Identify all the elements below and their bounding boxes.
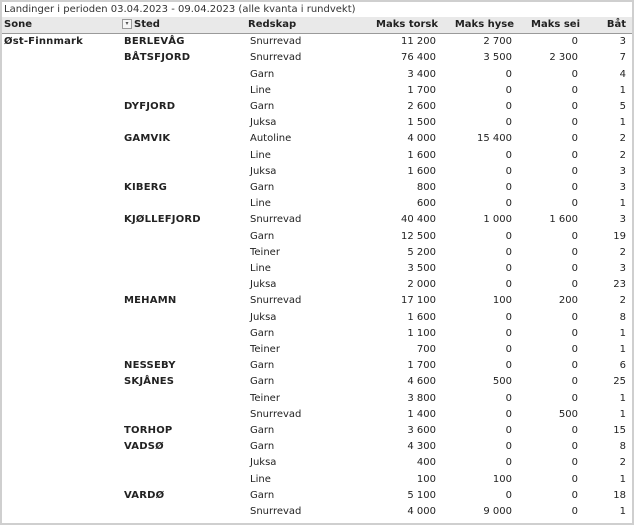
maks-sei-cell: 0 (571, 230, 578, 242)
bat-cell: 3 (619, 263, 626, 275)
redskap-cell: Snurrevad (250, 214, 302, 226)
bat-cell: 5 (619, 101, 626, 113)
maks-sei-cell: 0 (571, 376, 578, 388)
sone-cell (2, 407, 122, 423)
bat-cell: 3 (619, 214, 626, 226)
sone-cell (2, 245, 122, 261)
maks-hyse-cell: 0 (505, 246, 512, 258)
maks-hyse-cell: 1 000 (483, 214, 512, 226)
maks-torsk-cell: 12 500 (401, 230, 436, 242)
redskap-cell: Snurrevad (250, 506, 302, 518)
bat-cell: 8 (619, 311, 626, 323)
column-header-maks-hyse[interactable]: Maks hyse (454, 19, 514, 30)
maks-sei-cell: 0 (571, 506, 578, 518)
table-row (2, 342, 632, 358)
bat-cell: 1 (619, 392, 626, 404)
redskap-cell: Teiner (250, 392, 280, 404)
sone-cell (2, 391, 122, 407)
bat-cell: 1 (619, 506, 626, 518)
sted-cell (122, 148, 248, 164)
sted-cell: KIBERG (124, 182, 168, 194)
sone-cell (2, 472, 122, 488)
table-row (2, 180, 632, 196)
maks-hyse-cell: 0 (505, 101, 512, 113)
sone-cell (2, 342, 122, 358)
sone-cell (2, 439, 122, 455)
maks-sei-cell: 0 (571, 489, 578, 501)
sone-cell (2, 67, 122, 83)
maks-sei-cell: 0 (571, 473, 578, 485)
sone-cell (2, 148, 122, 164)
maks-sei-cell: 1 600 (549, 214, 578, 226)
table-row (2, 261, 632, 277)
table-row (2, 310, 632, 326)
sone-cell (2, 229, 122, 245)
maks-sei-cell: 0 (571, 457, 578, 469)
redskap-cell: Garn (250, 101, 275, 113)
sted-cell (122, 391, 248, 407)
sted-cell: SKJÅNES (124, 376, 175, 388)
table-row (2, 50, 632, 66)
table-row (2, 34, 632, 51)
sone-cell (2, 212, 122, 228)
maks-torsk-cell: 1 600 (407, 165, 436, 177)
table-row (2, 245, 632, 261)
maks-torsk-cell: 700 (416, 344, 436, 356)
maks-torsk-cell: 17 100 (401, 295, 436, 307)
sted-cell: BÅTSFJORD (124, 52, 191, 64)
bat-cell: 1 (619, 473, 626, 485)
bat-cell: 3 (619, 36, 626, 48)
maks-torsk-cell: 1 600 (407, 311, 436, 323)
sone-cell (2, 196, 122, 212)
table-row (2, 439, 632, 455)
maks-torsk-cell: 4 300 (407, 441, 436, 453)
maks-sei-cell: 0 (571, 117, 578, 129)
maks-hyse-cell: 0 (505, 392, 512, 404)
maks-torsk-cell: 11 200 (401, 36, 436, 48)
redskap-cell: Line (250, 198, 271, 210)
table-row (2, 131, 632, 147)
redskap-cell: Juksa (250, 279, 277, 291)
sted-cell (122, 245, 248, 261)
sted-cell: VADSØ (124, 441, 164, 453)
redskap-cell: Autoline (250, 133, 292, 145)
bat-cell: 6 (619, 360, 626, 372)
bat-cell: 8 (619, 441, 626, 453)
bat-cell: 1 (619, 117, 626, 129)
sone-cell (2, 261, 122, 277)
maks-torsk-cell: 1 100 (407, 327, 436, 339)
maks-torsk-cell: 1 400 (407, 408, 436, 420)
sted-cell (122, 67, 248, 83)
maks-torsk-cell: 40 400 (401, 214, 436, 226)
maks-hyse-cell: 500 (492, 376, 512, 388)
table-body (2, 34, 632, 521)
maks-hyse-cell: 0 (505, 441, 512, 453)
maks-hyse-cell: 0 (505, 279, 512, 291)
maks-hyse-cell: 9 000 (483, 506, 512, 518)
sted-cell: NESSEBY (124, 360, 176, 372)
redskap-cell: Juksa (250, 311, 277, 323)
maks-hyse-cell: 0 (505, 263, 512, 275)
sone-cell (2, 164, 122, 180)
maks-sei-cell: 0 (571, 425, 578, 437)
maks-sei-cell: 0 (571, 68, 578, 80)
maks-hyse-cell: 0 (505, 182, 512, 194)
bat-cell: 1 (619, 84, 626, 96)
maks-torsk-cell: 5 200 (407, 246, 436, 258)
redskap-cell: Garn (250, 327, 275, 339)
redskap-cell: Snurrevad (250, 36, 302, 48)
redskap-cell: Line (250, 84, 271, 96)
maks-hyse-cell: 0 (505, 344, 512, 356)
maks-sei-cell: 0 (571, 198, 578, 210)
maks-hyse-cell: 2 700 (483, 36, 512, 48)
table-row (2, 488, 632, 504)
maks-torsk-cell: 1 700 (407, 84, 436, 96)
bat-cell: 4 (619, 68, 626, 80)
sone-cell (2, 455, 122, 471)
maks-torsk-cell: 1 700 (407, 360, 436, 372)
maks-torsk-cell: 5 100 (407, 489, 436, 501)
sone-cell (2, 83, 122, 99)
maks-hyse-cell: 15 400 (477, 133, 512, 145)
table-row (2, 358, 632, 374)
table-row (2, 326, 632, 342)
maks-sei-cell: 0 (571, 246, 578, 258)
report-caption: Landinger i perioden 03.04.2023 - 09.04.2023 (alle kvanta i rundvekt) (4, 4, 356, 15)
bat-cell: 19 (613, 230, 626, 242)
maks-sei-cell: 200 (558, 295, 578, 307)
maks-hyse-cell: 0 (505, 327, 512, 339)
table-row (2, 212, 632, 228)
table-row (2, 83, 632, 99)
redskap-cell: Snurrevad (250, 408, 302, 420)
table-row (2, 374, 632, 390)
redskap-cell: Juksa (250, 165, 277, 177)
bat-cell: 2 (619, 295, 626, 307)
maks-hyse-cell: 0 (505, 408, 512, 420)
redskap-cell: Line (250, 263, 271, 275)
sted-cell: VARDØ (124, 489, 165, 501)
landings-table (2, 17, 632, 520)
sted-cell: BERLEVÅG (124, 36, 185, 48)
maks-sei-cell: 0 (571, 279, 578, 291)
redskap-cell: Teiner (250, 344, 280, 356)
maks-torsk-cell: 2 000 (407, 279, 436, 291)
column-header-bat[interactable]: Båt (606, 19, 626, 30)
maks-torsk-cell: 4 000 (407, 506, 436, 518)
maks-hyse-cell: 0 (505, 84, 512, 96)
table-row (2, 407, 632, 423)
maks-sei-cell: 500 (558, 408, 578, 420)
maks-hyse-cell: 0 (505, 311, 512, 323)
maks-torsk-cell: 4 600 (407, 376, 436, 388)
maks-torsk-cell: 600 (416, 198, 436, 210)
maks-sei-cell: 0 (571, 441, 578, 453)
maks-hyse-cell: 0 (505, 198, 512, 210)
redskap-cell: Garn (250, 230, 275, 242)
bat-cell: 25 (613, 376, 626, 388)
bat-cell: 3 (619, 182, 626, 194)
maks-torsk-cell: 3 800 (407, 392, 436, 404)
column-header-maks-sei[interactable]: Maks sei (531, 19, 580, 30)
table-row (2, 455, 632, 471)
sted-cell (122, 326, 248, 342)
maks-sei-cell: 0 (571, 101, 578, 113)
sone-cell (2, 293, 122, 309)
maks-hyse-cell: 0 (505, 425, 512, 437)
bat-cell: 1 (619, 344, 626, 356)
table-row (2, 164, 632, 180)
table-row (2, 229, 632, 245)
redskap-cell: Teiner (250, 246, 280, 258)
maks-hyse-cell: 0 (505, 149, 512, 161)
maks-hyse-cell: 0 (505, 457, 512, 469)
maks-torsk-cell: 100 (416, 473, 436, 485)
maks-torsk-cell: 800 (416, 182, 436, 194)
column-header-sone[interactable]: Sone (4, 19, 32, 30)
table-row (2, 148, 632, 164)
redskap-cell: Snurrevad (250, 295, 302, 307)
redskap-cell: Juksa (250, 457, 277, 469)
maks-torsk-cell: 1 600 (407, 149, 436, 161)
table-row (2, 99, 632, 115)
table-row (2, 277, 632, 293)
column-header-redskap[interactable]: Redskap (248, 19, 297, 30)
bat-cell: 2 (619, 133, 626, 145)
maks-hyse-cell: 3 500 (483, 52, 512, 64)
sted-cell (122, 342, 248, 358)
bat-cell: 23 (613, 279, 626, 291)
sted-cell: TORHOP (124, 425, 173, 437)
maks-sei-cell: 2 300 (549, 52, 578, 64)
sted-cell (122, 455, 248, 471)
bat-cell: 18 (613, 489, 626, 501)
maks-hyse-cell: 0 (505, 165, 512, 177)
bat-cell: 7 (619, 52, 626, 64)
maks-torsk-cell: 1 500 (407, 117, 436, 129)
table-row (2, 67, 632, 83)
maks-sei-cell: 0 (571, 311, 578, 323)
maks-torsk-cell: 3 500 (407, 263, 436, 275)
sone-cell (2, 277, 122, 293)
redskap-cell: Garn (250, 182, 275, 194)
sted-cell (122, 310, 248, 326)
bat-cell: 1 (619, 408, 626, 420)
redskap-cell: Garn (250, 68, 275, 80)
table-row (2, 115, 632, 131)
redskap-cell: Garn (250, 376, 275, 388)
sone-cell (2, 504, 122, 520)
bat-cell: 1 (619, 198, 626, 210)
maks-sei-cell: 0 (571, 133, 578, 145)
maks-sei-cell: 0 (571, 263, 578, 275)
maks-torsk-cell: 3 600 (407, 425, 436, 437)
table-row (2, 293, 632, 309)
sone-cell (2, 131, 122, 147)
column-header-maks-torsk[interactable]: Maks torsk (376, 19, 438, 30)
bat-cell: 2 (619, 457, 626, 469)
sted-cell: DYFJORD (124, 101, 176, 113)
maks-torsk-cell: 4 000 (407, 133, 436, 145)
bat-cell: 15 (613, 425, 626, 437)
sted-cell (122, 115, 248, 131)
maks-sei-cell: 0 (571, 165, 578, 177)
redskap-cell: Juksa (250, 117, 277, 129)
redskap-cell: Garn (250, 425, 275, 437)
table-row (2, 472, 632, 488)
maks-sei-cell: 0 (571, 84, 578, 96)
maks-sei-cell: 0 (571, 149, 578, 161)
maks-hyse-cell: 100 (492, 473, 512, 485)
maks-sei-cell: 0 (571, 327, 578, 339)
sted-cell (122, 229, 248, 245)
sone-cell (2, 50, 122, 66)
redskap-cell: Snurrevad (250, 52, 302, 64)
sted-cell (122, 504, 248, 520)
sted-cell (122, 277, 248, 293)
sted-cell (122, 407, 248, 423)
sone-cell (2, 99, 122, 115)
maks-hyse-cell: 100 (492, 295, 512, 307)
sted-cell: KJØLLEFJORD (124, 214, 201, 226)
table-row (2, 423, 632, 439)
redskap-cell: Line (250, 473, 271, 485)
sone-cell (2, 326, 122, 342)
column-header-sted[interactable]: ▾ Sted (122, 17, 248, 34)
redskap-cell: Garn (250, 489, 275, 501)
redskap-cell: Garn (250, 360, 275, 372)
sone-cell (2, 423, 122, 439)
maks-sei-cell: 0 (571, 344, 578, 356)
sone-cell (2, 358, 122, 374)
redskap-cell: Garn (250, 441, 275, 453)
sone-cell: Øst-Finnmark (4, 36, 84, 48)
bat-cell: 2 (619, 149, 626, 161)
maks-sei-cell: 0 (571, 360, 578, 372)
sted-cell (122, 472, 248, 488)
maks-torsk-cell: 3 400 (407, 68, 436, 80)
sted-cell (122, 164, 248, 180)
maks-sei-cell: 0 (571, 392, 578, 404)
table-row (2, 391, 632, 407)
maks-sei-cell: 0 (571, 182, 578, 194)
maks-torsk-cell: 400 (416, 457, 436, 469)
redskap-cell: Line (250, 149, 271, 161)
maks-sei-cell: 0 (571, 36, 578, 48)
sone-cell (2, 374, 122, 390)
sone-cell (2, 115, 122, 131)
maks-hyse-cell: 0 (505, 117, 512, 129)
bat-cell: 3 (619, 165, 626, 177)
maks-hyse-cell: 0 (505, 68, 512, 80)
sone-cell (2, 488, 122, 504)
bat-cell: 1 (619, 327, 626, 339)
sted-cell: MEHAMN (124, 295, 177, 307)
table-row (2, 504, 632, 520)
sone-cell (2, 310, 122, 326)
sted-cell (122, 261, 248, 277)
table-row (2, 196, 632, 212)
maks-hyse-cell: 0 (505, 489, 512, 501)
maks-torsk-cell: 76 400 (401, 52, 436, 64)
sone-cell (2, 180, 122, 196)
sted-cell (122, 83, 248, 99)
sted-cell: GAMVIK (124, 133, 171, 145)
maks-hyse-cell: 0 (505, 360, 512, 372)
filter-icon[interactable]: ▾ (122, 19, 132, 29)
bat-cell: 2 (619, 246, 626, 258)
maks-hyse-cell: 0 (505, 230, 512, 242)
table-header-row (2, 17, 632, 34)
maks-torsk-cell: 2 600 (407, 101, 436, 113)
sted-cell (122, 196, 248, 212)
